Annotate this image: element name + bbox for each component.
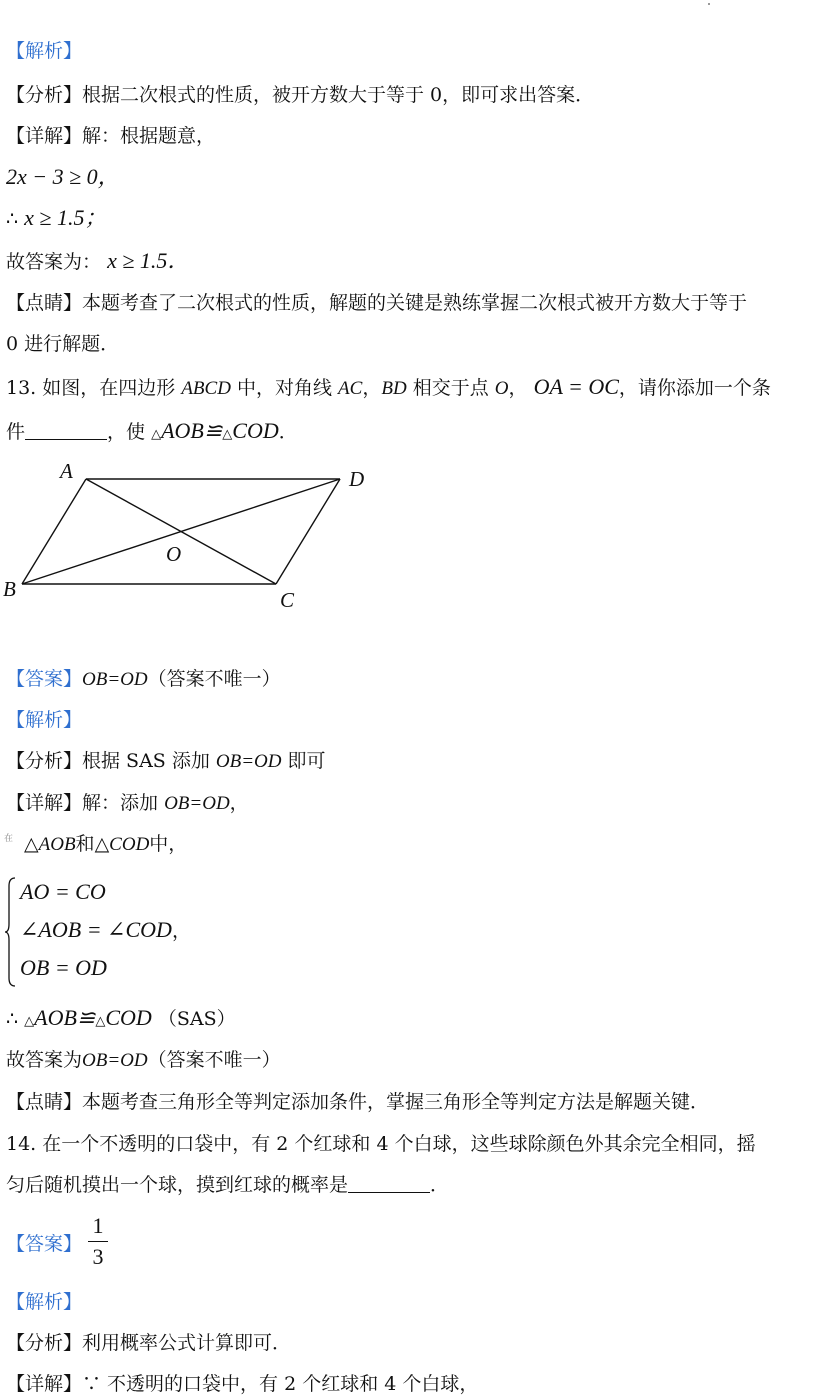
question-13-line-2 [6,416,298,449]
label-c: C [280,588,295,612]
q13-bd: BD [381,378,407,399]
analysis-line-13 [6,746,326,777]
analysis-label-13: 【分析】 [6,750,83,772]
equation-2-text: x ≥ 1.5； [24,205,107,230]
fraction-bar [88,1241,108,1242]
tiny-mark: 在 [4,834,14,844]
q13-text-e: 件 [6,421,26,443]
fraction-numerator: 1 [92,1213,104,1238]
q13-blank [25,419,107,440]
answer-value: x ≥ 1.5． [107,248,190,273]
comment-text-13: 本题考查三角形全等判定添加条件，掌握三角形全等判定方法是解题关键． [82,1091,710,1113]
therefore-symbol: ∴ [6,208,19,230]
answer-note-13: （答案不唯一） [147,668,281,690]
q13-text-c: 相交于点 [412,377,489,399]
diagonal-bd [22,479,340,584]
q13-text-d: ，请你添加一个条 [618,377,771,399]
triangle-aob: △AOB [24,834,76,855]
final-prefix-13: 故答案为 [6,1049,83,1071]
comment-text: 本题考查了二次根式的性质，解题的关键是熟练掌握二次根式被开方数大于等于 [82,292,748,314]
triangle-cod: △COD [94,834,150,855]
question-14-number: 14. [6,1133,37,1155]
q14-text-1: 在一个不透明的口袋中，有 2 个红球和 4 个白球，这些球除颜色外其余完全相同，摇 [42,1133,756,1155]
final-answer-13 [6,1045,281,1076]
label-b: B [3,577,16,601]
q14-text-2: 匀后随机摸出一个球，摸到红球的概率是 [6,1174,349,1196]
analysis-label-14: 【分析】 [6,1332,83,1354]
answer-fraction [88,1213,108,1270]
analysis-label: 【分析】 [6,84,83,106]
analysis-line-14 [6,1328,291,1358]
detail-line-14 [6,1369,478,1399]
comment-line-1 [6,288,747,318]
triangle-symbol-icon: △ [222,426,233,441]
triangle-symbol-icon: △ [24,1013,35,1028]
system-eq-2 [20,915,191,946]
brace-icon [4,876,16,988]
jiexi-heading-13: 【解析】 [6,709,83,731]
question-13-line-1 [6,372,771,404]
q13-ac: AC [338,378,363,399]
detail-line-13 [6,788,249,819]
detail-end-13: ， [229,792,249,814]
detail-label: 【详解】 [6,125,83,147]
detail-label-14: 【详解】 [6,1373,83,1395]
jiexi-heading-1: 【解析】 [6,40,83,62]
label-o: O [166,542,182,566]
parallelogram-figure [0,455,380,615]
answer-label-13: 【答案】 [6,668,83,690]
q13-abcd: ABCD [181,378,231,399]
question-13-number: 13. [6,377,37,399]
detail-line-1 [6,121,215,151]
q13-period: ． [278,421,298,443]
answer-13: OB=OD [82,669,148,690]
q13-text-a: 如图，在四边形 [42,377,176,399]
analysis-text: 根据二次根式的性质，被开方数大于等于 0，即可求出答案． [82,84,595,106]
question-14-line-2 [6,1170,449,1200]
detail-text-14: ∵ 不透明的口袋中，有 2 个红球和 4 个白球， [82,1373,479,1395]
q13-text-b: 中，对角线 [236,377,332,399]
q14-text-2-end: ． [430,1174,450,1196]
label-a: A [60,459,73,483]
comment-line-13 [6,1087,709,1117]
conclusion-text-2: COD [105,1005,152,1030]
detail-label-13: 【详解】 [6,792,83,814]
answer-label-14: 【答案】 [6,1233,83,1255]
system-eq-1: AO = CO [20,879,106,904]
conclusion-line [6,1003,236,1036]
triangle-symbol-icon: △ [151,426,162,441]
answer-prefix: 故答案为： [6,251,102,273]
detail-text-13: 解：添加 [82,792,159,814]
fraction-denominator: 3 [92,1244,104,1269]
side-ab [22,479,86,584]
detail-ob-13: OB=OD [164,793,230,814]
analysis-text-14: 利用概率公式计算即可． [82,1332,292,1354]
q13-congruence: AOB≌ [161,418,223,443]
q13-comma: ， [362,377,382,399]
comment-line-1b: 0 进行解题． [6,333,120,355]
q13-text-f: ，使 [107,421,146,443]
system-eq-3: OB = OD [20,955,107,980]
triangle-symbol-icon: △ [95,1013,106,1028]
final-13: OB=OD [82,1050,148,1071]
comment-label-13: 【点睛】 [6,1091,83,1113]
comment-label: 【点睛】 [6,292,83,314]
system-eq-2-text: ∠AOB = ∠COD [20,917,172,942]
q13-congruence-2: COD [232,418,279,443]
jiexi-heading-14: 【解析】 [6,1291,83,1313]
analysis-ob-13: OB=OD [215,751,282,772]
q13-o: O [494,378,509,399]
q13-comma-2: ， [508,377,528,399]
scan-dot [708,3,710,5]
and-text: 和 [75,833,95,855]
label-d: D [349,467,365,491]
analysis-line-1 [6,80,594,110]
q14-blank [348,1172,430,1193]
q13-condition: OA = OC [533,374,619,399]
final-note-13: （答案不唯一） [147,1049,281,1071]
system-eq-2-end: ， [171,920,191,942]
side-cd [276,479,340,584]
detail-text: 解：根据题意， [82,125,216,147]
in-triangles-line [24,829,187,860]
equation-1: 2x − 3 ≥ 0， [6,164,120,189]
conclusion-text: AOB≌ [34,1005,96,1030]
answer-line-1 [6,246,189,277]
answer-line-13 [6,664,281,695]
analysis-end-13: 即可 [287,750,326,772]
conclusion-reason: （SAS） [157,1008,236,1030]
equation-2 [6,203,106,234]
analysis-text-13: 根据 SAS 添加 [82,750,210,772]
in-end-text: 中， [149,833,188,855]
therefore-symbol-13: ∴ [6,1008,19,1030]
question-14-line-1 [6,1129,756,1159]
